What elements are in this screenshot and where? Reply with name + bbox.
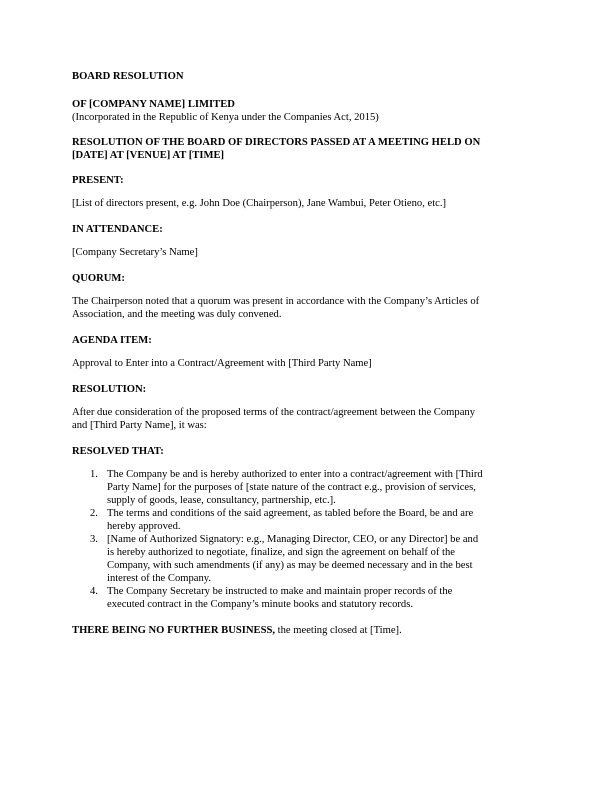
quorum-line: Association, and the meeting was duly convened. bbox=[72, 309, 282, 320]
closing-statement bbox=[72, 624, 542, 637]
list-item bbox=[72, 533, 542, 585]
quorum-line: The Chairperson noted that a quorum was present in accordance with the Company’s Articles of bbox=[72, 296, 480, 307]
list-item-line: The Company be and is hereby authorized to enter into a contract/agreement with [Third bbox=[107, 469, 483, 480]
agenda-heading: AGENDA ITEM: bbox=[72, 335, 152, 346]
list-item bbox=[72, 507, 542, 533]
present-text: [List of directors present, e.g. John Doe (Chairperson), Jane Wambui, Peter Otieno, etc.] bbox=[72, 198, 447, 209]
document-page bbox=[72, 70, 542, 637]
list-item-number: 2. bbox=[90, 508, 98, 519]
list-item-line: is hereby authorized to negotiate, finalize, and sign the agreement on behalf of the bbox=[107, 547, 455, 558]
resolved-heading: RESOLVED THAT: bbox=[72, 446, 164, 457]
list-item-line: executed contract in the Company’s minute books and statutory records. bbox=[107, 599, 413, 610]
list-item-line: interest of the Company. bbox=[107, 573, 212, 584]
resolution-heading-line: [DATE] AT [VENUE] AT [TIME] bbox=[72, 150, 225, 161]
list-item-number: 4. bbox=[90, 586, 98, 597]
list-item-line: Party Name] for the purposes of [state nature of the contract e.g., provision of services, bbox=[107, 482, 476, 493]
resolution-line: After due consideration of the proposed terms of the contract/agreement between the Company bbox=[72, 407, 476, 418]
resolution-section-heading: RESOLUTION: bbox=[72, 384, 147, 395]
list-item bbox=[72, 585, 542, 611]
list-item-line: The terms and conditions of the said agreement, as tabled before the Board, be and are bbox=[107, 508, 474, 519]
list-item-line: The Company Secretary be instructed to make and maintain proper records of the bbox=[107, 586, 453, 597]
resolution-paragraph bbox=[72, 406, 542, 432]
agenda-text: Approval to Enter into a Contract/Agreement with [Third Party Name] bbox=[72, 358, 372, 369]
resolution-line: and [Third Party Name], it was: bbox=[72, 420, 207, 431]
resolution-heading bbox=[72, 136, 542, 162]
present-heading: PRESENT: bbox=[72, 175, 124, 186]
list-item bbox=[72, 468, 542, 507]
list-item-number: 1. bbox=[90, 469, 98, 480]
resolutions-list bbox=[72, 468, 542, 611]
incorporation-line: (Incorporated in the Republic of Kenya under the Companies Act, 2015) bbox=[72, 112, 379, 123]
attendance-heading: IN ATTENDANCE: bbox=[72, 224, 163, 235]
document-title: BOARD RESOLUTION bbox=[72, 71, 184, 82]
company-name-line: OF [COMPANY NAME] LIMITED bbox=[72, 99, 235, 110]
resolution-heading-line: RESOLUTION OF THE BOARD OF DIRECTORS PASSED AT A MEETING HELD ON bbox=[72, 137, 481, 148]
closing-rest: the meeting closed at [Time]. bbox=[275, 625, 402, 636]
list-item-line: hereby approved. bbox=[107, 521, 181, 532]
list-item-line: Company, with such amendments (if any) as may be deemed necessary and in the best bbox=[107, 560, 473, 571]
list-item-line: supply of goods, lease, consultancy, partnership, etc.]. bbox=[107, 495, 336, 506]
quorum-paragraph bbox=[72, 295, 542, 321]
closing-bold: THERE BEING NO FURTHER BUSINESS, bbox=[72, 625, 276, 636]
list-item-number: 3. bbox=[90, 534, 98, 545]
attendance-text: [Company Secretary’s Name] bbox=[72, 247, 198, 258]
quorum-heading: QUORUM: bbox=[72, 273, 125, 284]
list-item-line: [Name of Authorized Signatory: e.g., Managing Director, CEO, or any Director] be and bbox=[107, 534, 479, 545]
